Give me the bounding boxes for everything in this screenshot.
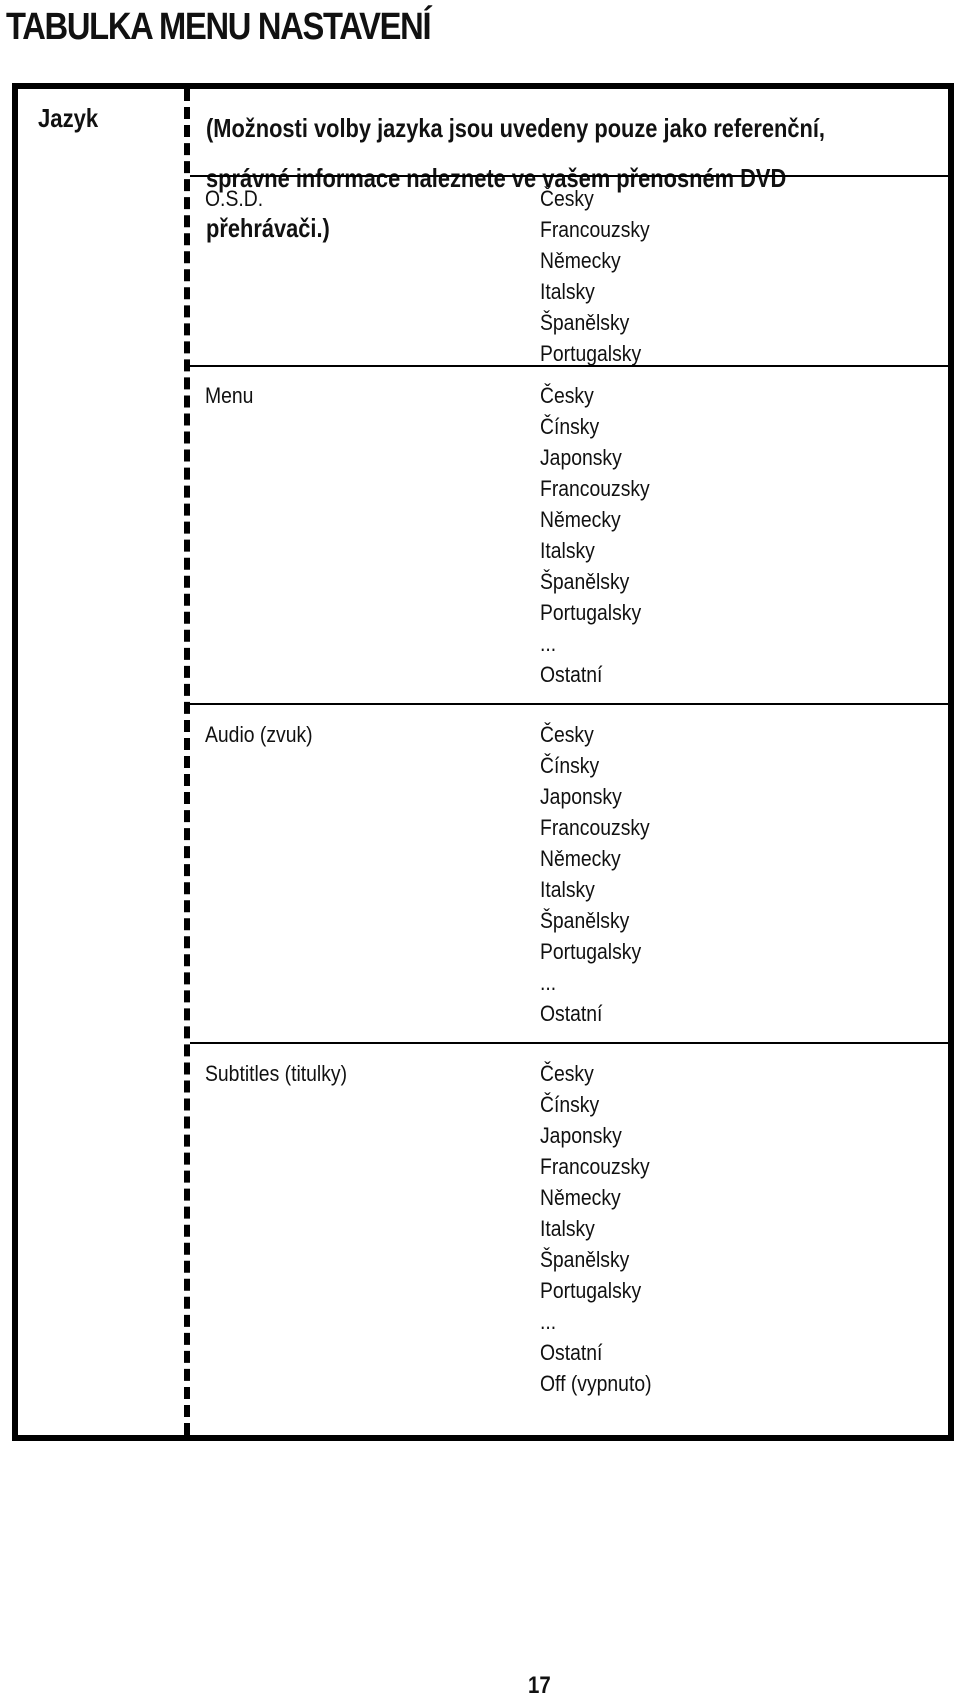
- option-item: Japonsky: [540, 445, 622, 470]
- section-label: Menu: [205, 383, 254, 408]
- option-item: Portugalsky: [540, 939, 642, 964]
- option-item: Portugalsky: [540, 600, 642, 625]
- row-separator: [190, 703, 948, 705]
- row-separator: [190, 175, 948, 177]
- option-item: Francouzsky: [540, 815, 650, 840]
- settings-table: [12, 83, 954, 1441]
- option-item: Španělsky: [540, 569, 630, 594]
- section-label: O.S.D.: [205, 186, 264, 211]
- option-item: Francouzsky: [540, 476, 650, 501]
- option-item: Česky: [540, 1061, 594, 1086]
- option-item: Německy: [540, 248, 621, 273]
- option-item: Ostatní: [540, 662, 603, 687]
- option-item: Česky: [540, 722, 594, 747]
- option-list: [540, 1058, 652, 1399]
- option-item: Německy: [540, 507, 621, 532]
- reference-note: (Možnosti volby jazyka jsou uvedeny pouze jako referenční, správné informace naleznete ve vašem přenosném DVD přehrávači.): [206, 113, 825, 243]
- option-item: Portugalsky: [540, 1278, 642, 1303]
- option-item: Japonsky: [540, 784, 622, 809]
- option-item: Portugalsky: [540, 341, 642, 366]
- option-item: Německy: [540, 846, 621, 871]
- row-separator: [190, 1042, 948, 1044]
- option-item: Čínsky: [540, 753, 600, 778]
- option-item: ...: [540, 970, 557, 995]
- option-item: Česky: [540, 383, 594, 408]
- option-list: [540, 183, 650, 369]
- option-item: Francouzsky: [540, 1154, 650, 1179]
- column-divider: [184, 89, 190, 1435]
- page-title: TABULKA MENU NASTAVENÍ: [6, 6, 431, 48]
- option-item: Italsky: [540, 538, 595, 563]
- page-number: 17: [528, 1672, 551, 1699]
- option-item: Španělsky: [540, 1247, 630, 1272]
- option-item: Německy: [540, 1185, 621, 1210]
- section-label: Subtitles (titulky): [205, 1061, 348, 1086]
- option-list: [540, 719, 650, 1029]
- option-item: Ostatní: [540, 1340, 603, 1365]
- option-list: [540, 380, 650, 690]
- option-item: Italsky: [540, 877, 595, 902]
- option-item: Off (vypnuto): [540, 1371, 652, 1396]
- option-item: Italsky: [540, 279, 595, 304]
- option-item: Francouzsky: [540, 217, 650, 242]
- option-item: ...: [540, 631, 557, 656]
- section-label: Audio (zvuk): [205, 722, 313, 747]
- option-item: Italsky: [540, 1216, 595, 1241]
- option-item: Česky: [540, 186, 594, 211]
- option-item: Španělsky: [540, 908, 630, 933]
- option-item: Čínsky: [540, 414, 600, 439]
- option-item: Ostatní: [540, 1001, 603, 1026]
- category-label: Jazyk: [38, 103, 99, 133]
- option-item: Španělsky: [540, 310, 630, 335]
- row-separator: [190, 365, 948, 367]
- option-item: Čínsky: [540, 1092, 600, 1117]
- option-item: Japonsky: [540, 1123, 622, 1148]
- option-item: ...: [540, 1309, 557, 1334]
